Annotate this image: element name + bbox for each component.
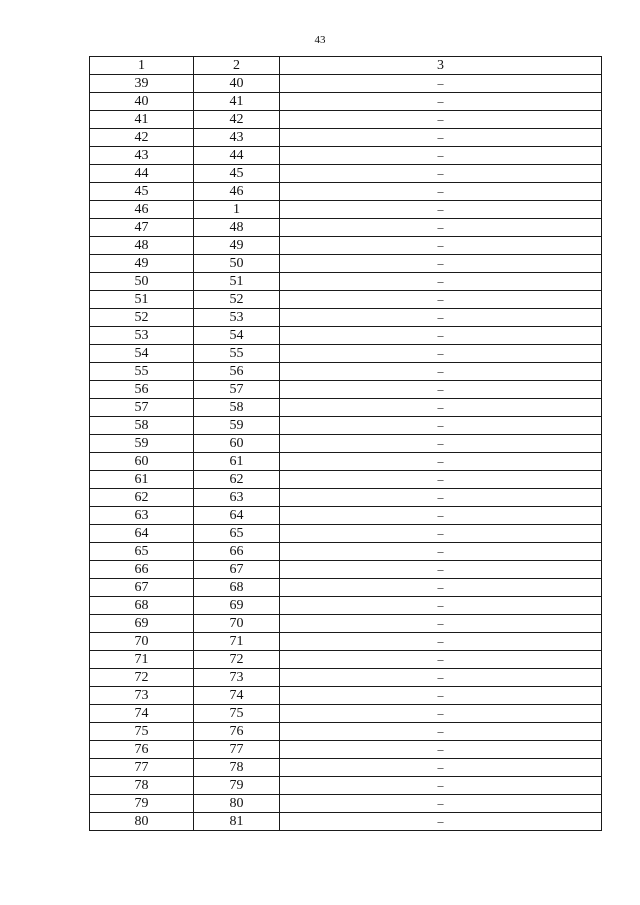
- cell-col-2: 44: [194, 147, 280, 165]
- table-row: [90, 147, 602, 165]
- cell-col-3: –: [280, 669, 602, 687]
- table-row: [90, 579, 602, 597]
- cell-col-3: –: [280, 705, 602, 723]
- cell-col-2: 81: [194, 813, 280, 831]
- cell-col-2: 64: [194, 507, 280, 525]
- cell-col-3: –: [280, 489, 602, 507]
- cell-col-1: 79: [90, 795, 194, 813]
- cell-col-2: 43: [194, 129, 280, 147]
- cell-col-3: –: [280, 597, 602, 615]
- cell-col-2: 42: [194, 111, 280, 129]
- cell-col-2: 58: [194, 399, 280, 417]
- cell-col-2: 61: [194, 453, 280, 471]
- table-row: [90, 291, 602, 309]
- cell-col-2: 80: [194, 795, 280, 813]
- cell-col-3: –: [280, 165, 602, 183]
- cell-col-3: –: [280, 813, 602, 831]
- cell-col-3: –: [280, 471, 602, 489]
- table-row: [90, 795, 602, 813]
- table-row: [90, 615, 602, 633]
- cell-col-1: 75: [90, 723, 194, 741]
- table-row: [90, 435, 602, 453]
- cell-col-3: –: [280, 291, 602, 309]
- cell-col-3: –: [280, 147, 602, 165]
- table-row: [90, 453, 602, 471]
- table-row: [90, 165, 602, 183]
- cell-col-2: 66: [194, 543, 280, 561]
- cell-col-1: 53: [90, 327, 194, 345]
- table-row: [90, 381, 602, 399]
- cell-col-1: 52: [90, 309, 194, 327]
- cell-col-3: –: [280, 687, 602, 705]
- cell-col-1: 44: [90, 165, 194, 183]
- cell-col-2: 45: [194, 165, 280, 183]
- table-row: [90, 219, 602, 237]
- cell-col-2: 63: [194, 489, 280, 507]
- cell-col-1: 47: [90, 219, 194, 237]
- table-row: [90, 129, 602, 147]
- cell-col-2: 71: [194, 633, 280, 651]
- page-number: 43: [314, 34, 326, 46]
- table-row: [90, 237, 602, 255]
- cell-col-1: 64: [90, 525, 194, 543]
- table-row: [90, 111, 602, 129]
- cell-col-3: –: [280, 399, 602, 417]
- table-row: [90, 93, 602, 111]
- table-row: [90, 471, 602, 489]
- table-header-row: [90, 57, 602, 75]
- cell-col-2: 57: [194, 381, 280, 399]
- cell-col-2: 59: [194, 417, 280, 435]
- cell-col-3: –: [280, 525, 602, 543]
- cell-col-2: 51: [194, 273, 280, 291]
- data-table: [89, 56, 602, 831]
- cell-col-1: 43: [90, 147, 194, 165]
- cell-col-2: 46: [194, 183, 280, 201]
- table-row: [90, 273, 602, 291]
- cell-col-3: –: [280, 93, 602, 111]
- cell-col-1: 40: [90, 93, 194, 111]
- cell-col-1: 78: [90, 777, 194, 795]
- cell-col-2: 68: [194, 579, 280, 597]
- cell-col-2: 74: [194, 687, 280, 705]
- table-row: [90, 777, 602, 795]
- table-row: [90, 327, 602, 345]
- cell-col-3: –: [280, 255, 602, 273]
- cell-col-1: 49: [90, 255, 194, 273]
- cell-col-2: 54: [194, 327, 280, 345]
- cell-col-1: 55: [90, 363, 194, 381]
- cell-col-2: 69: [194, 597, 280, 615]
- table-row: [90, 525, 602, 543]
- cell-col-2: 76: [194, 723, 280, 741]
- cell-col-2: 67: [194, 561, 280, 579]
- cell-col-3: –: [280, 183, 602, 201]
- table-row: [90, 813, 602, 831]
- cell-col-3: –: [280, 795, 602, 813]
- cell-col-1: 61: [90, 471, 194, 489]
- cell-col-1: 56: [90, 381, 194, 399]
- cell-col-1: 69: [90, 615, 194, 633]
- cell-col-3: –: [280, 777, 602, 795]
- cell-col-3: –: [280, 579, 602, 597]
- cell-col-3: –: [280, 435, 602, 453]
- cell-col-3: –: [280, 633, 602, 651]
- cell-col-2: 75: [194, 705, 280, 723]
- cell-col-1: 60: [90, 453, 194, 471]
- cell-col-1: 68: [90, 597, 194, 615]
- cell-col-2: 1: [194, 201, 280, 219]
- cell-col-2: 78: [194, 759, 280, 777]
- table-row: [90, 201, 602, 219]
- table-row: [90, 399, 602, 417]
- table-row: [90, 759, 602, 777]
- cell-col-3: –: [280, 453, 602, 471]
- table-row: [90, 75, 602, 93]
- cell-col-3: –: [280, 237, 602, 255]
- table-row: [90, 309, 602, 327]
- cell-col-3: –: [280, 723, 602, 741]
- cell-col-2: 56: [194, 363, 280, 381]
- column-header-1: 1: [90, 57, 194, 75]
- cell-col-3: –: [280, 543, 602, 561]
- cell-col-2: 70: [194, 615, 280, 633]
- table-row: [90, 633, 602, 651]
- cell-col-2: 49: [194, 237, 280, 255]
- cell-col-2: 62: [194, 471, 280, 489]
- cell-col-3: –: [280, 363, 602, 381]
- cell-col-3: –: [280, 75, 602, 93]
- table-row: [90, 741, 602, 759]
- cell-col-3: –: [280, 219, 602, 237]
- table-row: [90, 417, 602, 435]
- cell-col-2: 79: [194, 777, 280, 795]
- cell-col-2: 50: [194, 255, 280, 273]
- cell-col-2: 40: [194, 75, 280, 93]
- table-row: [90, 651, 602, 669]
- cell-col-1: 51: [90, 291, 194, 309]
- cell-col-3: –: [280, 201, 602, 219]
- table-row: [90, 723, 602, 741]
- cell-col-3: –: [280, 309, 602, 327]
- cell-col-3: –: [280, 615, 602, 633]
- cell-col-1: 45: [90, 183, 194, 201]
- cell-col-2: 48: [194, 219, 280, 237]
- cell-col-2: 65: [194, 525, 280, 543]
- cell-col-1: 77: [90, 759, 194, 777]
- cell-col-2: 60: [194, 435, 280, 453]
- cell-col-1: 50: [90, 273, 194, 291]
- table-row: [90, 597, 602, 615]
- table-row: [90, 705, 602, 723]
- cell-col-1: 73: [90, 687, 194, 705]
- table-header: [90, 57, 602, 75]
- cell-col-1: 65: [90, 543, 194, 561]
- cell-col-3: –: [280, 507, 602, 525]
- cell-col-2: 52: [194, 291, 280, 309]
- table-row: [90, 669, 602, 687]
- table-row: [90, 561, 602, 579]
- cell-col-3: –: [280, 759, 602, 777]
- cell-col-1: 58: [90, 417, 194, 435]
- cell-col-2: 53: [194, 309, 280, 327]
- cell-col-2: 73: [194, 669, 280, 687]
- cell-col-1: 74: [90, 705, 194, 723]
- cell-col-3: –: [280, 561, 602, 579]
- table-row: [90, 183, 602, 201]
- cell-col-1: 66: [90, 561, 194, 579]
- cell-col-1: 70: [90, 633, 194, 651]
- cell-col-1: 57: [90, 399, 194, 417]
- cell-col-3: –: [280, 741, 602, 759]
- cell-col-3: –: [280, 345, 602, 363]
- cell-col-3: –: [280, 273, 602, 291]
- cell-col-3: –: [280, 327, 602, 345]
- table-row: [90, 363, 602, 381]
- cell-col-3: –: [280, 651, 602, 669]
- cell-col-3: –: [280, 129, 602, 147]
- cell-col-1: 42: [90, 129, 194, 147]
- table-body: [90, 75, 602, 831]
- column-header-3: 3: [280, 57, 602, 75]
- cell-col-1: 63: [90, 507, 194, 525]
- table-row: [90, 543, 602, 561]
- cell-col-1: 48: [90, 237, 194, 255]
- cell-col-1: 41: [90, 111, 194, 129]
- cell-col-1: 62: [90, 489, 194, 507]
- cell-col-3: –: [280, 381, 602, 399]
- cell-col-1: 67: [90, 579, 194, 597]
- cell-col-2: 77: [194, 741, 280, 759]
- cell-col-2: 41: [194, 93, 280, 111]
- table-row: [90, 345, 602, 363]
- cell-col-1: 71: [90, 651, 194, 669]
- table-row: [90, 255, 602, 273]
- cell-col-3: –: [280, 417, 602, 435]
- cell-col-1: 39: [90, 75, 194, 93]
- cell-col-1: 46: [90, 201, 194, 219]
- cell-col-1: 72: [90, 669, 194, 687]
- cell-col-1: 54: [90, 345, 194, 363]
- cell-col-1: 80: [90, 813, 194, 831]
- cell-col-2: 72: [194, 651, 280, 669]
- cell-col-2: 55: [194, 345, 280, 363]
- table-row: [90, 687, 602, 705]
- cell-col-1: 76: [90, 741, 194, 759]
- column-header-2: 2: [194, 57, 280, 75]
- cell-col-3: –: [280, 111, 602, 129]
- cell-col-1: 59: [90, 435, 194, 453]
- table-row: [90, 489, 602, 507]
- table-row: [90, 507, 602, 525]
